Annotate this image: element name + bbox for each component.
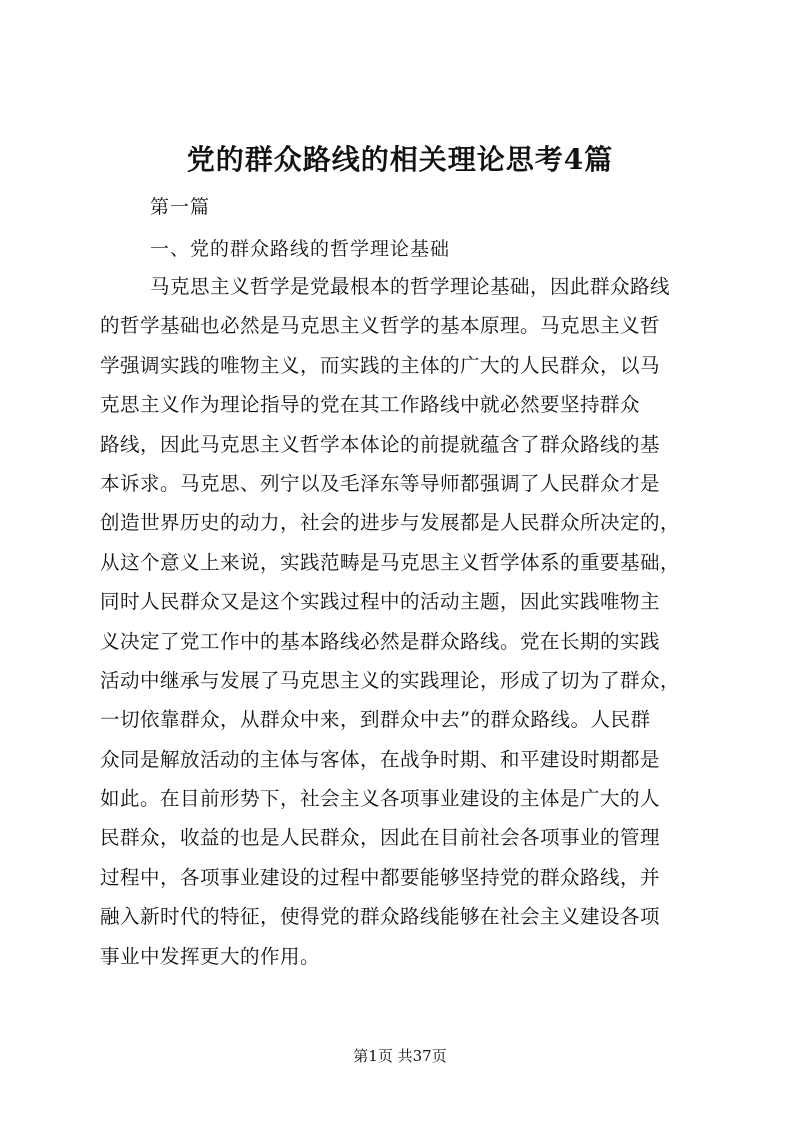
- paragraph-line: 从这个意义上来说，实践范畴是马克思主义哲学体系的重要基础，: [100, 550, 681, 574]
- paragraph-line: 一切依靠群众，从群众中来，到群众中去”的群众路线。人民群: [100, 708, 651, 732]
- paragraph-line: 马克思主义哲学是党最根本的哲学理论基础，因此群众路线: [150, 275, 671, 298]
- paragraph-line: 学强调实践的唯物主义，而实践的主体的广大的人民群众，以马: [100, 353, 661, 377]
- paragraph-line: 民群众，收益的也是人民群众，因此在目前社会各项事业的管理: [100, 826, 661, 850]
- body-paragraph: [100, 272, 710, 981]
- paragraph-line: 同时人民群众又是这个实践过程中的活动主题，因此实践唯物主: [100, 590, 661, 614]
- paragraph-line: 如此。在目前形势下，社会主义各项事业建设的主体是广大的人: [100, 787, 661, 811]
- paragraph-line: 的哲学基础也必然是马克思主义哲学的基本原理。马克思主义哲: [100, 314, 661, 338]
- paragraph-line: 创造世界历史的动力，社会的进步与发展都是人民群众所决定的，: [100, 511, 681, 535]
- paragraph-line: 克思主义作为理论指导的党在其工作路线中就必然要坚持群众: [100, 393, 641, 417]
- paragraph-line: 融入新时代的特征，使得党的群众路线能够在社会主义建设各项: [100, 905, 661, 929]
- page-footer: 第1页 共37页: [353, 1047, 447, 1065]
- paragraph-line: 义决定了党工作中的基本路线必然是群众路线。党在长期的实践: [100, 629, 661, 653]
- section-heading: 一、党的群众路线的哲学理论基础: [150, 238, 451, 260]
- paragraph-line: 事业中发挥更大的作用。: [100, 944, 321, 968]
- paragraph-line: 路线，因此马克思主义哲学本体论的前提就蕴含了群众路线的基: [100, 432, 661, 456]
- paragraph-line: 活动中继承与发展了马克思主义的实践理论，形成了切为了群众，: [100, 668, 681, 692]
- paragraph-line: 本诉求。马克思、列宁以及毛泽东等导师都强调了人民群众才是: [100, 471, 661, 495]
- paragraph-line: 众同是解放活动的主体与客体，在战争时期、和平建设时期都是: [100, 747, 661, 771]
- chapter-heading: 第一篇: [150, 196, 211, 218]
- paragraph-line: 过程中，各项事业建设的过程中都要能够坚持党的群众路线，并: [100, 865, 661, 889]
- document-title: 党的群众路线的相关理论思考4篇: [186, 143, 614, 176]
